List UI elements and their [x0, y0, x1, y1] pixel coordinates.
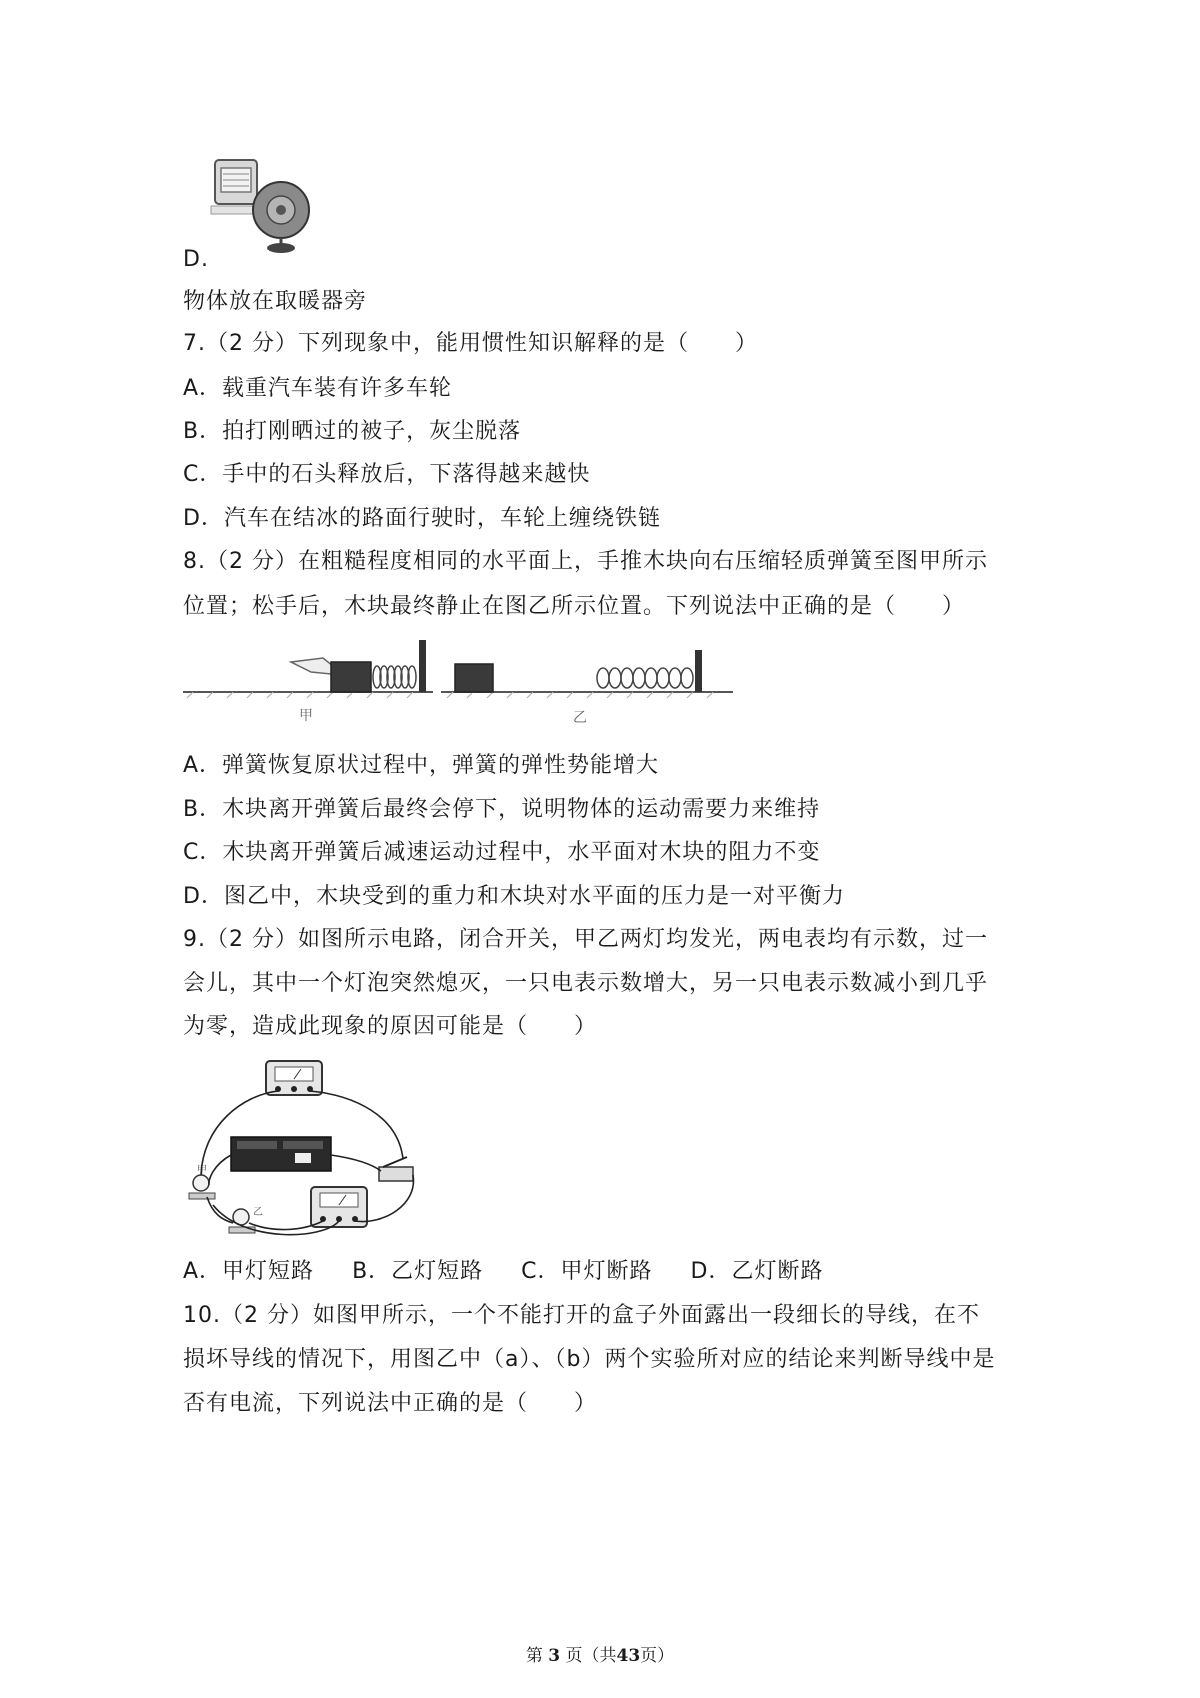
q8-option-c: C．木块离开弹簧后减速运动过程中，水平面对木块的阻力不变 — [183, 840, 821, 865]
q9-stem-line2: 会儿，其中一个灯泡突然熄灭，一只电表示数增大，另一只电表示数减小到几乎 — [183, 971, 989, 996]
footer-prefix: 第 — [525, 1646, 543, 1666]
page-number: 3 — [548, 1646, 561, 1666]
q9-option-b: B．乙灯短路 — [352, 1259, 484, 1284]
spring-block-figure — [183, 640, 743, 735]
figure-label-yi: 乙 — [573, 710, 587, 726]
q9-options-row — [183, 1256, 861, 1288]
total-pages: 43 — [616, 1646, 641, 1666]
q10-stem-line1: 10.（2 分）如图甲所示，一个不能打开的盒子外面露出一段细长的导线，在不 — [183, 1303, 980, 1328]
option-d-label: D. — [183, 247, 209, 272]
option-d-caption: 物体放在取暖器旁 — [183, 289, 368, 314]
q7-option-b: B．拍打刚晒过的被子，灰尘脱落 — [183, 419, 522, 444]
q8-stem-line1: 8.（2 分）在粗糙程度相同的水平面上，手推木块向右压缩轻质弹簧至图甲所示 — [183, 549, 988, 574]
q9-option-c: C．甲灯断路 — [521, 1259, 653, 1284]
q10-stem-line2: 损坏导线的情况下，用图乙中（a）、（b）两个实验所对应的结论来判断导线中是 — [183, 1347, 996, 1372]
q8-option-a: A．弹簧恢复原状过程中，弹簧的弹性势能增大 — [183, 753, 660, 778]
q7-option-c: C．手中的石头释放后，下落得越来越快 — [183, 462, 591, 487]
footer-middle: 页（共 — [565, 1646, 617, 1666]
page-footer — [0, 1644, 1200, 1668]
circuit-figure — [183, 1055, 438, 1245]
q9-option-d: D．乙灯断路 — [690, 1259, 824, 1284]
circuit-label-jia: 甲 — [197, 1165, 207, 1176]
q9-stem-line1: 9.（2 分）如图所示电路，闭合开关，甲乙两灯均发光，两电表均有示数，过一 — [183, 927, 988, 952]
q7-option-a: A．载重汽车装有许多车轮 — [183, 376, 453, 401]
q7-stem: 7.（2 分）下列现象中，能用惯性知识解释的是（ ） — [183, 331, 758, 356]
footer-suffix: 页） — [640, 1646, 675, 1666]
figure-label-jia: 甲 — [299, 708, 313, 724]
q8-option-b: B．木块离开弹簧后最终会停下，说明物体的运动需要力来维持 — [183, 797, 821, 822]
q9-option-a: A．甲灯短路 — [183, 1259, 315, 1284]
q9-stem-line3: 为零，造成此现象的原因可能是（ ） — [183, 1014, 598, 1039]
q10-stem-line3: 否有电流，下列说法中正确的是（ ） — [183, 1391, 598, 1416]
heater-figure — [205, 150, 325, 270]
q8-stem-line2: 位置；松手后，木块最终静止在图乙所示位置。下列说法中正确的是（ ） — [183, 594, 966, 619]
circuit-label-yi: 乙 — [253, 1207, 263, 1218]
q7-option-d: D．汽车在结冰的路面行驶时，车轮上缠绕铁链 — [183, 506, 661, 531]
q8-option-d: D．图乙中，木块受到的重力和木块对水平面的压力是一对平衡力 — [183, 884, 845, 909]
